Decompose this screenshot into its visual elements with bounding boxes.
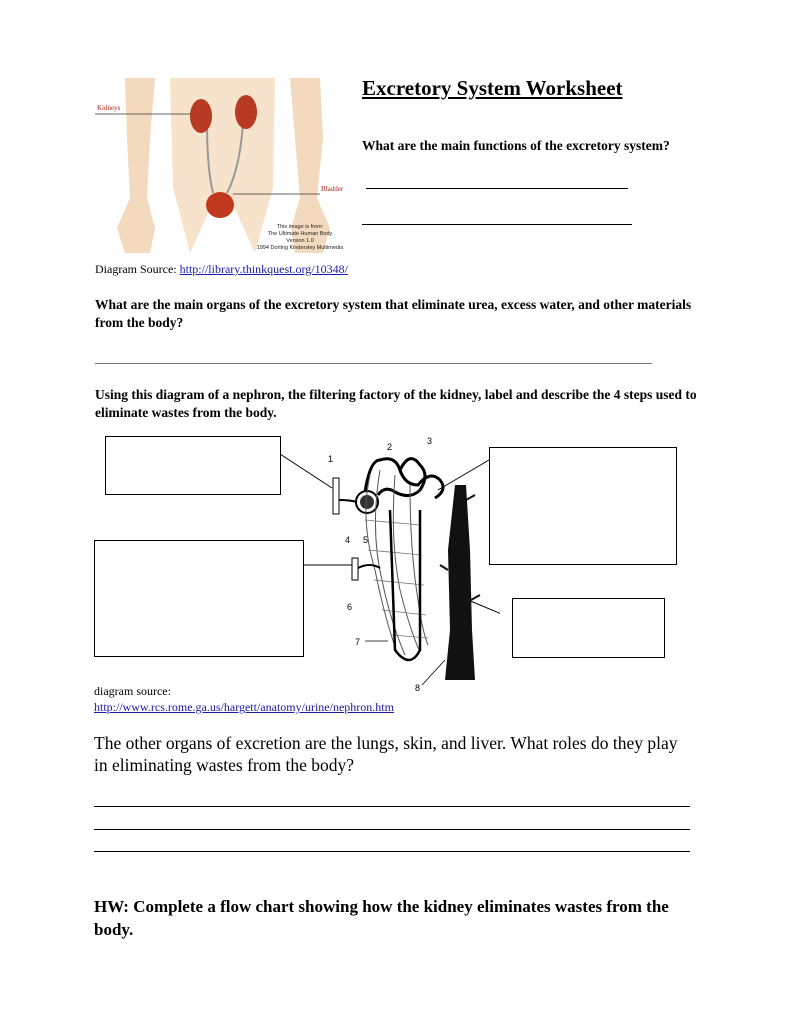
question-main-organs: What are the main organs of the excretory system that eliminate urea, excess water, and other materials from the body? — [95, 297, 692, 330]
diagram-source-2-link[interactable]: http://www.rcs.rome.ga.us/hargett/anatomy/urine/nephron.htm — [94, 700, 394, 714]
label-bladder: Bladder — [321, 185, 344, 193]
answer-line[interactable] — [366, 188, 628, 189]
nephron-number: 4 — [345, 535, 351, 545]
diagram-source-1 — [95, 262, 348, 277]
answer-line[interactable] — [95, 363, 652, 364]
question-functions: What are the main functions of the excretory system? — [362, 138, 670, 153]
diagram-source-label: Diagram Source: — [95, 262, 180, 276]
nephron-number: 1 — [328, 454, 334, 464]
nephron-number: 2 — [387, 442, 393, 452]
credit-line: This image is from: — [276, 224, 324, 230]
label-box-top-left[interactable] — [105, 436, 281, 495]
credit-line: Version 1.0 — [286, 238, 314, 244]
page-title: Excretory System Worksheet — [362, 76, 623, 100]
diagram-source-link[interactable]: http://library.thinkquest.org/10348/ — [179, 262, 348, 276]
label-box-bottom-right[interactable] — [512, 598, 665, 658]
credit-line: 1994 Dorling Kindersley Multimedia — [256, 245, 344, 251]
nephron-number: 5 — [363, 535, 369, 545]
answer-line[interactable] — [94, 851, 690, 852]
image-credit — [255, 224, 345, 252]
question-other-organs: The other organs of excretion are the lungs, skin, and liver. What roles do they play in eliminating wastes from the body? — [94, 733, 678, 775]
nephron-number: 6 — [347, 602, 353, 612]
excretory-body-image — [95, 78, 350, 258]
nephron-number: 3 — [427, 436, 433, 446]
homework-instruction: HW: Complete a flow chart showing how the kidney eliminates wastes from the body. — [94, 897, 669, 939]
answer-line[interactable] — [94, 806, 690, 807]
nephron-number: 8 — [415, 683, 421, 693]
credit-line: The Ultimate Human Body — [267, 231, 333, 237]
label-box-top-right[interactable] — [489, 447, 677, 565]
question-nephron: Using this diagram of a nephron, the filtering factory of the kidney, label and describe the 4 steps used to eliminate wastes from the body. — [95, 387, 697, 420]
answer-line[interactable] — [94, 829, 690, 830]
label-kidneys: Kidneys — [97, 104, 121, 112]
nephron-diagram — [270, 430, 500, 695]
nephron-number: 7 — [355, 637, 361, 647]
diagram-source-2-label: diagram source: — [94, 684, 171, 698]
answer-line[interactable] — [362, 224, 632, 225]
